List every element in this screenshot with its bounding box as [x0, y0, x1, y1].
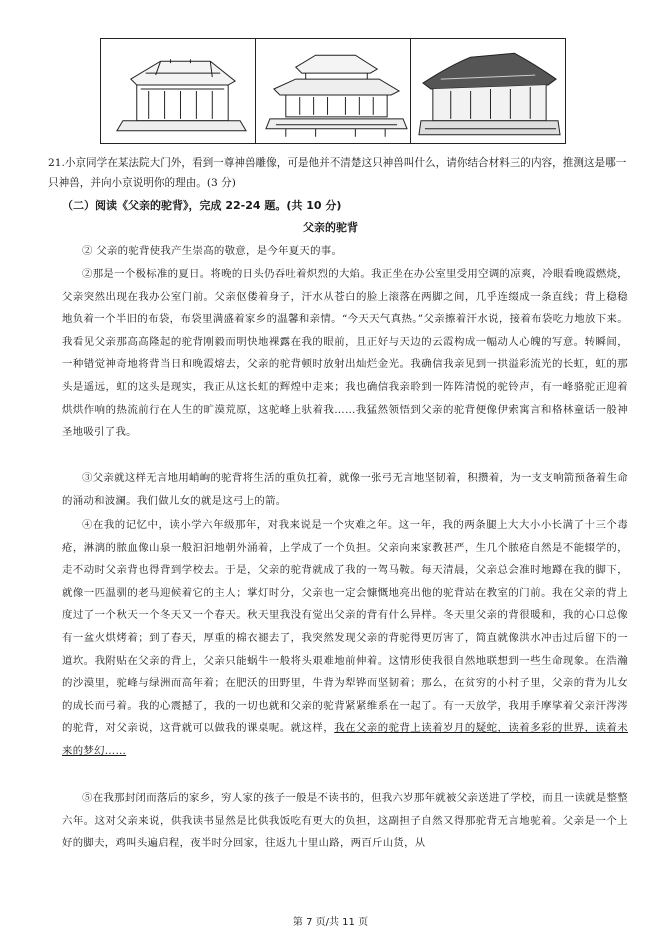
paragraph-4	[62, 514, 628, 763]
building-image-3	[411, 39, 565, 143]
paragraph-1	[62, 240, 628, 263]
paragraph-5: ⑤在我那封闭而落后的家乡，穷人家的孩子一般是不读书的，但我六岁那年就被父亲送进了学校，而且一读就是整整六年。这对父亲来说，供我读书显然是比供我饭吃有更大的负担，这副担子自然又得那驼背无言地驼着。父亲是一个上好的脚夫，鸡叫头遍启程，夜半时分回家，往返九十里山路，两百斤山货，从	[62, 792, 628, 850]
paragraph-4-text: ④在我的记忆中，读小学六年级那年，对我来说是一个灾难之年。这一年，我的两条腿上大大小小长满了十三个毒疮，淋漓的脓血像山泉一般汩汩地朝外涌着，上学成了一个负担。父亲向来家教甚严，生几个脓疮自然是不能辍学的，走不动时父亲背也得背到学校去。于是，父亲的驼背就成了我的一驾马鞍。每天清晨，父亲总会准时地蹲在我的脚下，就像一匹温驯的老马迎候着它的主人；掌灯时分，父亲也一定会慷慨地亮出他的驼背站在教室的门前。我在父亲的背上度过了一个秋天一个冬天又一个春天。秋天里我没有觉出父亲的背有什么异样。冬天里父亲的背很暖和，我的心口总像有一盆火烘烤着；到了春天，厚重的棉衣褪去了，我突然发现父亲的背驼得更厉害了，简直就像洪水冲击过后留下的一道坎。我附贴在父亲的背上，父亲只能蜗牛一般将头艰难地前伸着。这情形使我很自然地联想到一些生命现象。在浩瀚的沙漠里，驼峰与绿洲而高年着；在肥沃的田野里，牛背为犁铧而坚韧着；那么，在贫穷的小村子里，父亲的背为儿女的成长而弓着。我的心震撼了，我的一切也就和父亲的驼背紧紧维系在一起了。有一天放学，我用手摩挲着父亲汗涔涔的驼背，对父亲说，这背就可以做我的课桌呢。就这样，	[62, 519, 628, 735]
building-image-2	[256, 39, 411, 143]
paragraph-1-text: ② 父亲的驼背使我产生崇高的敬意，是今年夏天的事。	[82, 245, 343, 257]
page-footer: 第 7 页/共 11 页	[292, 917, 369, 928]
curved-roof-hall-drawing	[411, 39, 565, 143]
section-heading: （二）阅读《父亲的驼背》，完成 22-24 题。(共 10 分)	[62, 199, 342, 212]
double-eave-hall-drawing	[256, 39, 410, 143]
paragraph-2: ②那是一个极标准的夏日。将晚的日头仍吞吐着炽烈的大焰。我正坐在办公室里受用空调的凉爽，冷眼看晚霞燃烧，父亲突然出现在我办公室门前。父亲伛偻着身子，汗水从苍白的脸上滚落在两脚之间，几乎连缀成一条直线；背上稳稳地负着一个半旧的布袋，布袋里满盛着家乡的温馨和亲情。“今天天气真热。”父亲擦着汗水说，接着布袋吃力地放下来。我看见父亲那高高隆起的驼背刚毅而明快地裸露在我的眼前，且正好与天边的云霞构成一幅动人心魄的写意。转瞬间，一种错觉神奇地将背当日和晚霞熔去，父亲的驼背顿时放射出灿烂金光。我确信我亲见到一拱溢彩流光的长虹，虹的那头是遥远，虹的这头是现实，我正从这长虹的辉煌中走来；我也确信我亲聆到一阵阵清悦的驼铃声，有一峰骆驼正迎着烘烘作响的热流前行在人生的旷漠荒原，这驼峰上驮着我……我猛然领悟到父亲的驼背便像伊索寓言和格林童话一般神圣地吸引了我。	[62, 268, 628, 439]
hip-gable-hall-drawing	[101, 39, 255, 143]
paragraph-4-underlined-sentence: 我在父亲的驼背上读着岁月的疑蛇，读着多彩的世界，读着未来的梦幻……	[62, 722, 628, 757]
architecture-image-strip	[100, 38, 566, 144]
question-21: 21.小京同学在某法院大门外，看到一尊神兽雕像，可是他并不清楚这只神兽叫什么，请你结合材料三的内容，推测这是哪一只神兽，并向小京说明你的理由。(3 分)	[48, 157, 627, 189]
paragraph-3: ③父亲就这样无言地用峭峋的驼背将生活的重负扛着，就像一张弓无言地坚韧着，积攒着，为一支支响箭预备着生命的涌动和波澜。我们做儿女的就是这弓上的箭。	[62, 472, 628, 507]
article-title: 父亲的驼背	[303, 221, 358, 234]
building-image-1	[101, 39, 256, 143]
